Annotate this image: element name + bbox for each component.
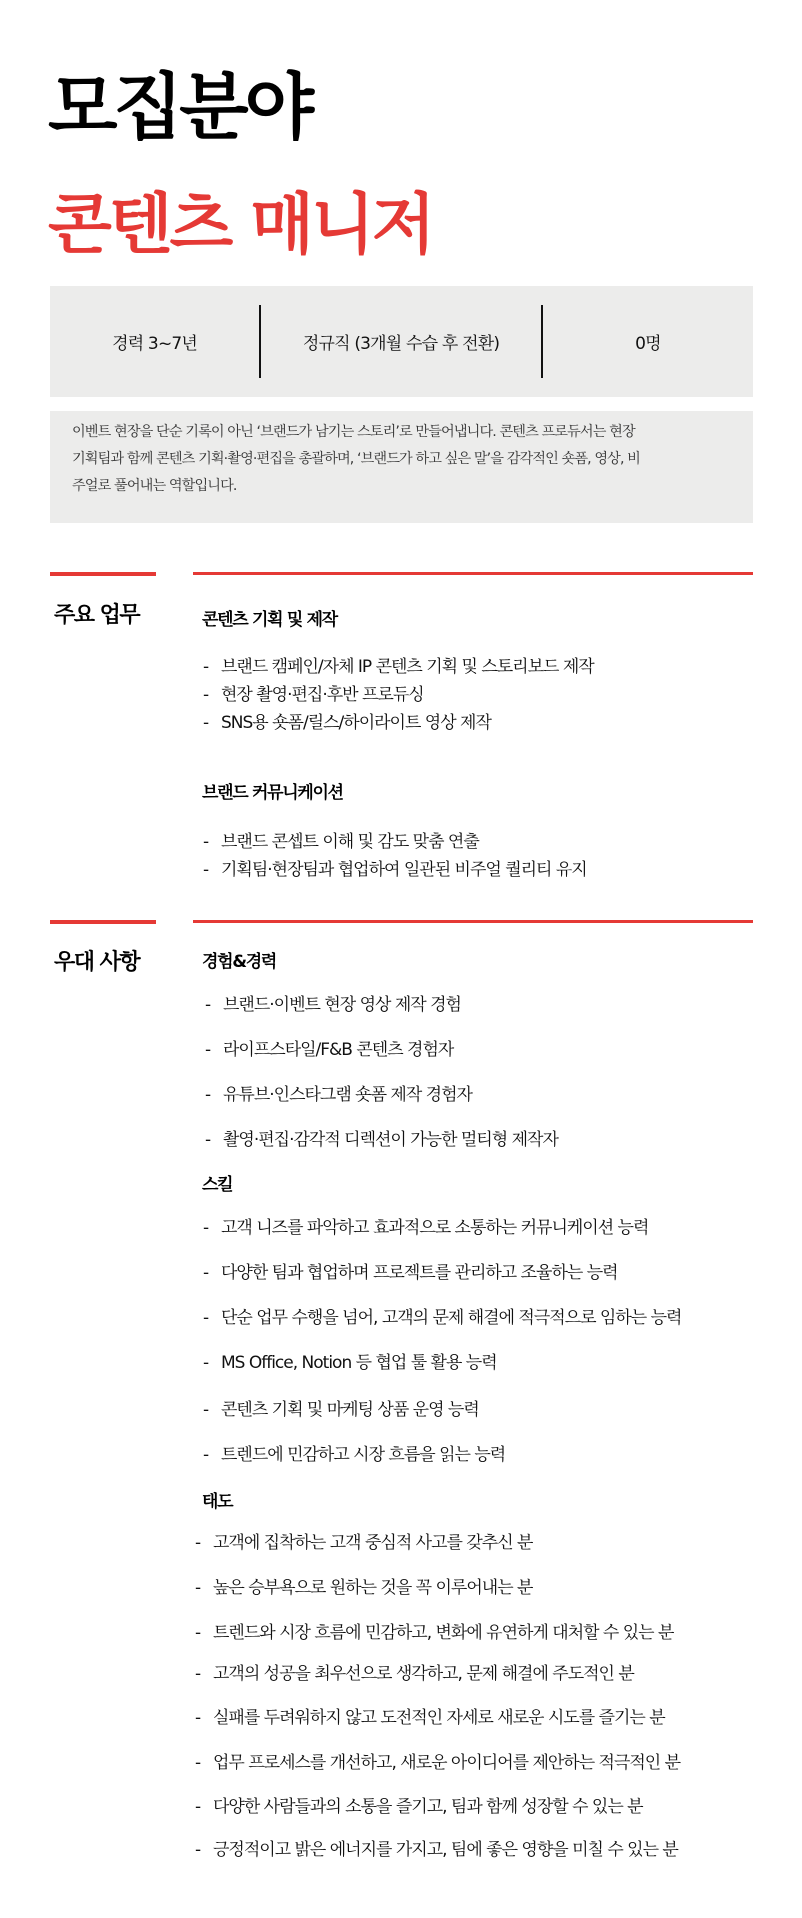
list-item: - MS Office, Notion 등 협업 툴 활용 능력 — [203, 1350, 497, 1376]
list-item: - 고객 니즈를 파악하고 효과적으로 소통하는 커뮤니케이션 능력 — [203, 1215, 648, 1241]
list-item: - 트렌드와 시장 흐름에 민감하고, 변화에 유연하게 대처할 수 있는 분 — [195, 1620, 673, 1646]
role-title: 콘텐츠 매니저 — [48, 186, 433, 263]
bullet-dash: - — [195, 1578, 201, 1598]
list-item: - 촬영·편집·감각적 디렉션이 가능한 멀티형 제작자 — [205, 1127, 558, 1153]
duties-group-title: 브랜드 커뮤니케이션 — [202, 783, 343, 803]
bullet-dash: - — [203, 1263, 209, 1283]
role-description — [50, 411, 753, 523]
bullet-dash: - — [195, 1533, 201, 1553]
list-item: - 고객에 집착하는 고객 중심적 사고를 갖추신 분 — [195, 1530, 532, 1556]
list-item: - 라이프스타일/F&B 콘텐츠 경험자 — [205, 1037, 453, 1063]
bullet-dash: - — [203, 685, 209, 705]
bullet-dash: - — [195, 1708, 201, 1728]
list-item: - 고객의 성공을 최우선으로 생각하고, 문제 해결에 주도적인 분 — [195, 1661, 634, 1687]
bullet-dash: - — [203, 860, 209, 880]
employment-type: 정규직 (3개월 수습 후 전환) — [302, 334, 500, 354]
bullet-dash: - — [205, 1130, 211, 1150]
list-item: - 업무 프로세스를 개선하고, 새로운 아이디어를 제안하는 적극적인 분 — [195, 1750, 680, 1776]
preferred-group-title: 태도 — [202, 1492, 233, 1512]
bullet-dash: - — [205, 1040, 211, 1060]
list-item: - 현장 촬영·편집·후반 프로듀싱 — [203, 682, 424, 708]
description-line: 기획팀과 함께 콘텐츠 기획·촬영·편집을 총괄하며, ‘브랜드가 하고 싶은 말’을 감각적인 숏폼, 영상, 비 — [72, 451, 640, 467]
list-item: - 브랜드 캠페인/자체 IP 콘텐츠 기획 및 스토리보드 제작 — [203, 654, 594, 680]
preferred-group-title: 스킬 — [202, 1175, 233, 1195]
list-item: - 트렌드에 민감하고 시장 흐름을 읽는 능력 — [203, 1442, 505, 1468]
page-title: 모집분야 — [48, 65, 311, 149]
job-summary-box — [50, 286, 753, 397]
bullet-dash: - — [203, 1308, 209, 1328]
list-item: - 유튜브·인스타그램 숏폼 제작 경험자 — [205, 1082, 472, 1108]
list-item: - 콘텐츠 기획 및 마케팅 상품 운영 능력 — [203, 1397, 479, 1423]
section-label-duties: 주요 업무 — [54, 603, 140, 628]
bullet-dash: - — [203, 657, 209, 677]
section-divider-long — [193, 920, 753, 923]
preferred-group-title: 경험&경력 — [202, 952, 277, 972]
duties-group-title: 콘텐츠 기획 및 제작 — [202, 610, 337, 630]
list-item: - 긍정적이고 밝은 에너지를 가지고, 팀에 좋은 영향을 미칠 수 있는 분 — [195, 1837, 678, 1863]
bullet-dash: - — [203, 832, 209, 852]
section-divider-short — [50, 572, 156, 576]
bullet-dash: - — [203, 1353, 209, 1373]
list-item: - 다양한 팀과 협업하며 프로젝트를 관리하고 조율하는 능력 — [203, 1260, 618, 1286]
description-line: 이벤트 현장을 단순 기록이 아닌 ‘브랜드가 남기는 스토리’로 만들어냅니다. 콘텐츠 프로듀서는 현장 — [72, 424, 635, 440]
section-divider-long — [193, 572, 753, 575]
list-item: - 기획팀·현장팀과 협업하여 일관된 비주얼 퀄리티 유지 — [203, 857, 587, 883]
section-divider-short — [50, 920, 156, 924]
list-item: - 다양한 사람들과의 소통을 즐기고, 팀과 함께 성장할 수 있는 분 — [195, 1794, 643, 1820]
bullet-dash: - — [195, 1797, 201, 1817]
bullet-dash: - — [195, 1623, 201, 1643]
list-item: - 실패를 두려워하지 않고 도전적인 자세로 새로운 시도를 즐기는 분 — [195, 1705, 665, 1731]
bullet-dash: - — [203, 1445, 209, 1465]
headcount: 0명 — [635, 334, 661, 354]
bullet-dash: - — [203, 713, 209, 733]
list-item: - SNS용 숏폼/릴스/하이라이트 영상 제작 — [203, 710, 491, 736]
list-item: - 높은 승부욕으로 원하는 것을 꼭 이루어내는 분 — [195, 1575, 532, 1601]
experience-requirement: 경력 3~7년 — [112, 334, 198, 354]
bullet-dash: - — [203, 1218, 209, 1238]
bullet-dash: - — [203, 1400, 209, 1420]
list-item: - 브랜드 콘셉트 이해 및 감도 맞춤 연출 — [203, 829, 479, 855]
description-line: 주얼로 풀어내는 역할입니다. — [72, 478, 237, 494]
bullet-dash: - — [195, 1664, 201, 1684]
bullet-dash: - — [195, 1753, 201, 1773]
bullet-dash: - — [205, 995, 211, 1015]
bullet-dash: - — [195, 1840, 201, 1860]
bullet-dash: - — [205, 1085, 211, 1105]
list-item: - 브랜드·이벤트 현장 영상 제작 경험 — [205, 992, 461, 1018]
section-label-preferred: 우대 사항 — [54, 950, 140, 975]
list-item: - 단순 업무 수행을 넘어, 고객의 문제 해결에 적극적으로 임하는 능력 — [203, 1305, 681, 1331]
